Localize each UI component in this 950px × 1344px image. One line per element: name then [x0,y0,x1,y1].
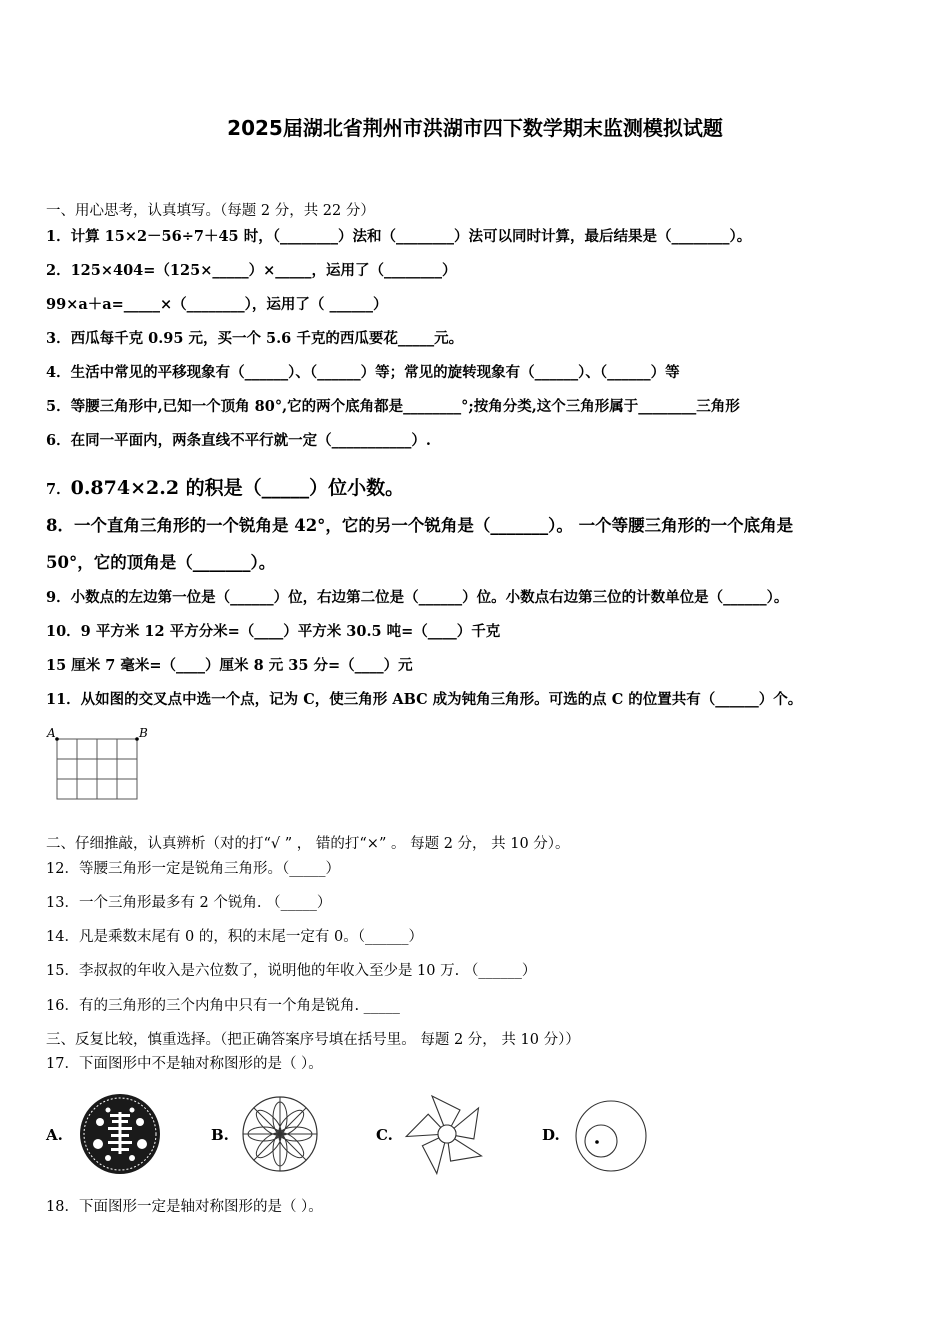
question-10b: 15 厘米 7 毫米=（____）厘米 8 元 35 分=（____）元 [46,657,413,674]
question-10a: 10．9 平方米 12 平方分米=（____）平方米 30.5 吨=（____）千克 [46,623,501,640]
question-12: 12．等腰三角形一定是锐角三角形。（_____） [46,861,340,877]
question-7-text: 0.874×2.2 的积是（_____）位小数。 [70,477,405,499]
page-title: 2025届湖北省荆州市洪湖市四下数学期末监测模拟试题 [227,116,723,140]
option-c-label: C. [376,1126,393,1144]
question-3: 3．西瓜每千克 0.95 元，买一个 5.6 千克的西瓜要花_____元。 [46,330,464,347]
pinwheel-figure [402,1092,492,1176]
flower-circle-figure [240,1094,320,1174]
question-2a: 2．125×404=（125×_____）×_____，运用了（________） [46,262,457,279]
paper-cut-medallion-figure [78,1092,162,1176]
question-13: 13．一个三角形最多有 2 个锐角. （_____） [46,895,332,911]
grid-figure [44,722,154,806]
question-17: 17．下面图形中不是轴对称图形的是（ ）。 [46,1056,323,1072]
circles-figure [574,1099,648,1173]
question-5: 5．等腰三角形中,已知一个顶角 80°,它的两个底角都是________°;按角分类,这个三角形属于________三角形 [46,398,740,415]
question-2b: 99×a＋a=_____×（________），运用了（ ______） [46,296,388,313]
question-7-number: 7． [46,481,71,498]
question-9: 9．小数点的左边第一位是（______）位，右边第二位是（______）位。小数点右边第三位的计数单位是（______）。 [46,589,789,606]
option-b-label: B. [211,1126,229,1144]
question-8a: 8．一个直角三角形的一个锐角是 42°，它的另一个锐角是（_______）。 一个等腰三角形的一个底角是 [46,516,794,535]
question-8b: 50°，它的顶角是（_______）。 [46,553,276,572]
option-d-label: D. [542,1126,560,1144]
grid-label-a: A [47,726,56,740]
question-15: 15．李叔叔的年收入是六位数了，说明他的年收入至少是 10 万. （______） [46,963,537,979]
question-14: 14．凡是乘数末尾有 0 的，积的末尾一定有 0。（______） [46,929,423,945]
question-1: 1．计算 15×2－56÷7＋45 时，（________）法和（________）法可以同时计算，最后结果是（________）。 [46,228,752,245]
question-7 [46,475,404,503]
section2-header: 二、仔细推敲，认真辨析（对的打“√ ” ， 错的打“×” 。 每题 2 分， 共 10 分）。 [46,836,570,852]
question-18: 18．下面图形一定是轴对称图形的是（ ）。 [46,1199,323,1215]
section1-header: 一、用心思考，认真填写。（每题 2 分，共 22 分） [46,203,375,219]
question-4: 4．生活中常见的平移现象有（______）、（______）等；常见的旋转现象有（______）、（______）等 [46,364,680,381]
section3-header: 三、反复比较，慎重选择。（把正确答案序号填在括号里。 每题 2 分， 共 10 分）） [46,1032,580,1048]
question-16: 16．有的三角形的三个内角中只有一个角是锐角. _____ [46,998,400,1014]
grid-label-b: B [139,726,148,740]
question-6: 6．在同一平面内，两条直线不平行就一定（___________）. [46,432,431,449]
option-a-label: A. [46,1126,63,1144]
question-11: 11．从如图的交叉点中选一个点，记为 C，使三角形 ABC 成为钝角三角形。可选的点 C 的位置共有（______）个。 [46,691,803,708]
